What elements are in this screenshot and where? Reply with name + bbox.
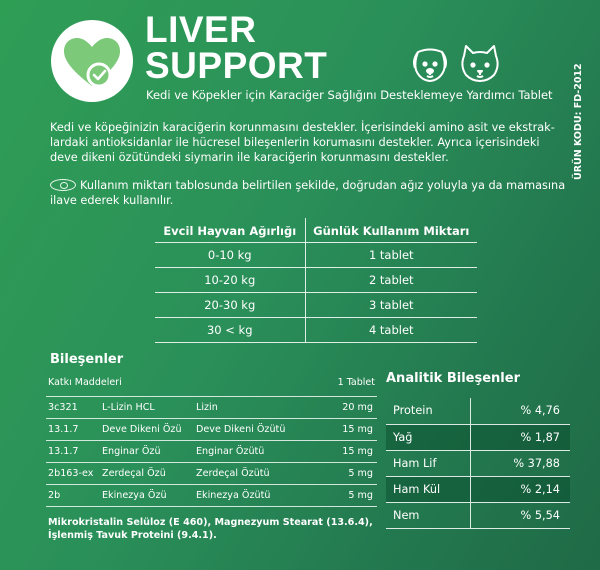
ingredient-amount: 20 mg bbox=[318, 397, 377, 419]
ingredient-active: Lizin bbox=[194, 397, 318, 419]
dosage-amount: 3 tablet bbox=[305, 292, 477, 317]
analytic-table bbox=[386, 398, 570, 529]
dosage-weight: 10-20 kg bbox=[155, 267, 305, 292]
analytic-name: Ham Lif bbox=[386, 450, 471, 476]
ingredients-footnote: Mikrokristalin Selüloz (E 460), Magnezyum Stearat (13.6.4), İşlenmiş Tavuk Proteini (9.4.1). bbox=[48, 517, 373, 541]
ingredient-amount: 15 mg bbox=[318, 441, 377, 463]
ingredients-subheader bbox=[48, 377, 375, 388]
product-code: ÜRÜN KODU: FD-2012 bbox=[573, 63, 584, 180]
dosage-weight: 20-30 kg bbox=[155, 292, 305, 317]
ingredient-active: Enginar Özütü bbox=[194, 441, 318, 463]
analytic-value: % 4,76 bbox=[471, 398, 570, 424]
table-row bbox=[46, 419, 377, 441]
analytic-name: Protein bbox=[386, 398, 471, 424]
product-subtitle: Kedi ve Köpekler için Karaciğer Sağlığını Desteklemeye Yardımcı Tablet bbox=[146, 88, 553, 102]
ingredients-title: Bileşenler bbox=[50, 352, 124, 367]
ingredient-code: 2b163-ex bbox=[46, 463, 100, 485]
table-row bbox=[155, 317, 477, 342]
table-row bbox=[386, 476, 570, 502]
heart-check-icon bbox=[51, 20, 133, 102]
analytic-value: % 2,14 bbox=[471, 476, 570, 502]
dosage-amount: 1 tablet bbox=[305, 242, 477, 267]
analytic-title: Analitik Bileşenler bbox=[386, 371, 520, 386]
table-row bbox=[46, 397, 377, 419]
analytic-name: Ham Kül bbox=[386, 476, 471, 502]
dosage-header-amount: Günlük Kullanım Miktarı bbox=[305, 218, 477, 242]
table-row bbox=[386, 398, 570, 424]
analytic-name: Nem bbox=[386, 502, 471, 528]
cat-icon bbox=[462, 46, 497, 81]
ingredient-code: 13.1.7 bbox=[46, 441, 100, 463]
ingredient-code: 3c321 bbox=[46, 397, 100, 419]
pet-icons bbox=[410, 44, 502, 84]
additives-label: Katkı Maddeleri bbox=[48, 377, 122, 388]
table-row bbox=[155, 267, 477, 292]
dosage-amount: 2 tablet bbox=[305, 267, 477, 292]
dog-icon bbox=[414, 50, 446, 82]
ingredient-active: Ekinezya Özütü bbox=[194, 485, 318, 507]
ingredient-amount: 5 mg bbox=[318, 485, 377, 507]
dosage-table bbox=[155, 218, 477, 343]
ingredient-name: L-Lizin HCL bbox=[100, 397, 194, 419]
table-row bbox=[386, 450, 570, 476]
product-title bbox=[145, 9, 328, 86]
dosage-amount: 4 tablet bbox=[305, 317, 477, 342]
title-line-1: LIVER bbox=[145, 9, 257, 50]
ingredient-name: Deve Dikeni Özü bbox=[100, 419, 194, 441]
ingredients-table bbox=[46, 396, 377, 507]
table-row bbox=[155, 292, 477, 317]
analytic-value: % 5,54 bbox=[471, 502, 570, 528]
dosage-weight: 0-10 kg bbox=[155, 242, 305, 267]
table-row bbox=[155, 242, 477, 267]
ingredient-code: 13.1.7 bbox=[46, 419, 100, 441]
ingredient-amount: 15 mg bbox=[318, 419, 377, 441]
intro-text: Kedi ve köpeğinizin karaciğerin korunmasını destekler. İçerisindeki amino asit ve ekstrak-lardaki antioksidanlar ile hücresel bileşenlerin korumasını destekler. Ayrıca içerisindeki deve dikeni özütündeki siymarin ile karaciğerin korunmasını destekler. bbox=[50, 121, 555, 164]
title-line-2: SUPPORT bbox=[145, 45, 328, 86]
analytic-value: % 37,88 bbox=[471, 450, 570, 476]
table-row bbox=[46, 463, 377, 485]
analytic-name: Yağ bbox=[386, 424, 471, 450]
ingredient-code: 2b bbox=[46, 485, 100, 507]
ingredient-active: Deve Dikeni Özütü bbox=[194, 419, 318, 441]
ingredient-name: Ekinezya Özü bbox=[100, 485, 194, 507]
usage-text: Kullanım miktarı tablosunda belirtilen şekilde, doğrudan ağız yoluyla ya da mamasına ilave ederek kullanılır. bbox=[50, 179, 566, 207]
dosage-weight: 30 < kg bbox=[155, 317, 305, 342]
ingredient-amount: 5 mg bbox=[318, 463, 377, 485]
dosage-header-row bbox=[155, 218, 477, 242]
table-row bbox=[46, 441, 377, 463]
table-row bbox=[46, 485, 377, 507]
analytic-value: % 1,87 bbox=[471, 424, 570, 450]
table-row bbox=[386, 502, 570, 528]
tablet-icon bbox=[50, 179, 76, 191]
ingredient-active: Zerdeçal Özütü bbox=[194, 463, 318, 485]
per-tablet-label: 1 Tablet bbox=[337, 377, 375, 388]
dosage-header-weight: Evcil Hayvan Ağırlığı bbox=[155, 218, 305, 242]
table-row bbox=[386, 424, 570, 450]
ingredient-name: Zerdeçal Özü bbox=[100, 463, 194, 485]
usage-instructions bbox=[50, 178, 570, 208]
ingredient-name: Enginar Özü bbox=[100, 441, 194, 463]
